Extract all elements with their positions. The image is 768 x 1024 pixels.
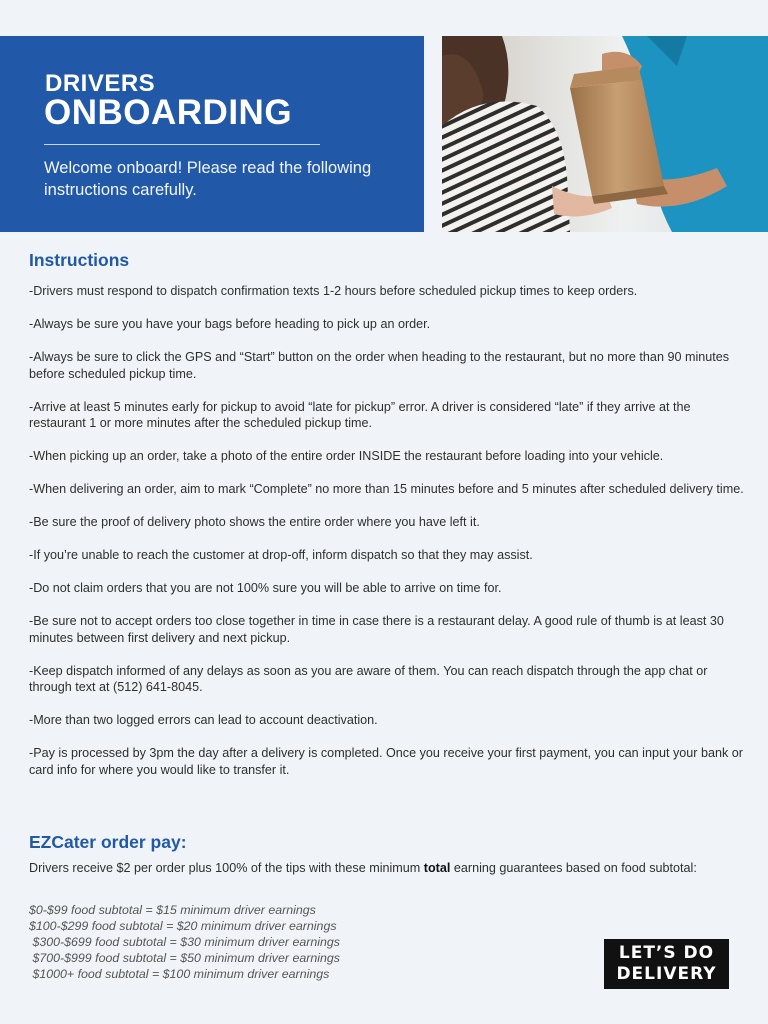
pay-intro-text-end: earning guarantees based on food subtotal:	[450, 861, 697, 875]
instruction-item: -Always be sure you have your bags before heading to pick up an order.	[29, 317, 431, 331]
instruction-item: -Be sure the proof of delivery photo shows the entire order where you have left it.	[29, 515, 480, 529]
pay-heading: EZCater order pay:	[29, 832, 187, 852]
logo-line-1: LET’S DO	[618, 943, 715, 963]
hero-banner	[0, 36, 424, 232]
instruction-item: -When delivering an order, aim to mark “Complete” no more than 15 minutes before and 5 minutes after scheduled delivery time.	[29, 482, 744, 496]
instruction-item: -Do not claim orders that you are not 100% sure you will be able to arrive on time for.	[29, 581, 502, 595]
instruction-item: -Be sure not to accept orders too close together in time in case there is a restaurant delay. A good rule of thumb is at least 30 minutes between first delivery and next pickup.	[29, 614, 724, 645]
logo-line-2: DELIVERY	[616, 964, 717, 984]
instructions-list	[29, 283, 744, 795]
pay-tier: $700-$999 food subtotal = $50 minimum driver earnings	[29, 951, 340, 965]
lets-do-delivery-logo	[604, 939, 729, 989]
pay-tier: $100-$299 food subtotal = $20 minimum driver earnings	[29, 919, 337, 933]
instruction-item: -Keep dispatch informed of any delays as soon as you are aware of them. You can reach dispatch through the app chat or through text at (512) 641-8045.	[29, 663, 708, 694]
pay-tier: $0-$99 food subtotal = $15 minimum driver earnings	[29, 903, 316, 917]
pay-tier: $1000+ food subtotal = $100 minimum driver earnings	[29, 967, 330, 981]
instruction-item: -Arrive at least 5 minutes early for pickup to avoid “late for pickup” error. A driver is considered “late” if they arrive at the restaurant 1 or more minutes after the scheduled pickup time.	[29, 399, 691, 430]
instruction-item: -If you’re unable to reach the customer at drop-off, inform dispatch so that they may assist.	[29, 548, 533, 562]
hero-kicker: DRIVERS	[45, 70, 156, 97]
instructions-heading: Instructions	[29, 250, 130, 270]
pay-intro-emphasis: total	[423, 861, 451, 875]
welcome-message: Welcome onboard! Please read the following instructions carefully.	[44, 159, 372, 199]
instruction-item: -More than two logged errors can lead to account deactivation.	[29, 713, 378, 727]
page-title: ONBOARDING	[44, 93, 293, 132]
instruction-item: -Pay is processed by 3pm the day after a delivery is completed. Once you receive your first payment, you can input your bank or card info for where you would like to transfer it.	[29, 746, 743, 777]
instruction-item: -When picking up an order, take a photo of the entire order INSIDE the restaurant before loading into your vehicle.	[29, 449, 664, 463]
pay-intro-text: Drivers receive $2 per order plus 100% of the tips with these minimum	[29, 861, 424, 875]
pay-tier: $300-$699 food subtotal = $30 minimum driver earnings	[29, 935, 340, 949]
pay-intro	[29, 860, 729, 877]
title-divider	[44, 144, 320, 145]
delivery-handoff-photo	[442, 36, 768, 232]
pay-tier-list	[29, 902, 340, 982]
instruction-item: -Always be sure to click the GPS and “Start” button on the order when heading to the restaurant, but no more than 90 minutes before scheduled pickup time.	[29, 350, 730, 381]
instruction-item: -Drivers must respond to dispatch confirmation texts 1-2 hours before scheduled pickup times to keep orders.	[29, 284, 638, 298]
